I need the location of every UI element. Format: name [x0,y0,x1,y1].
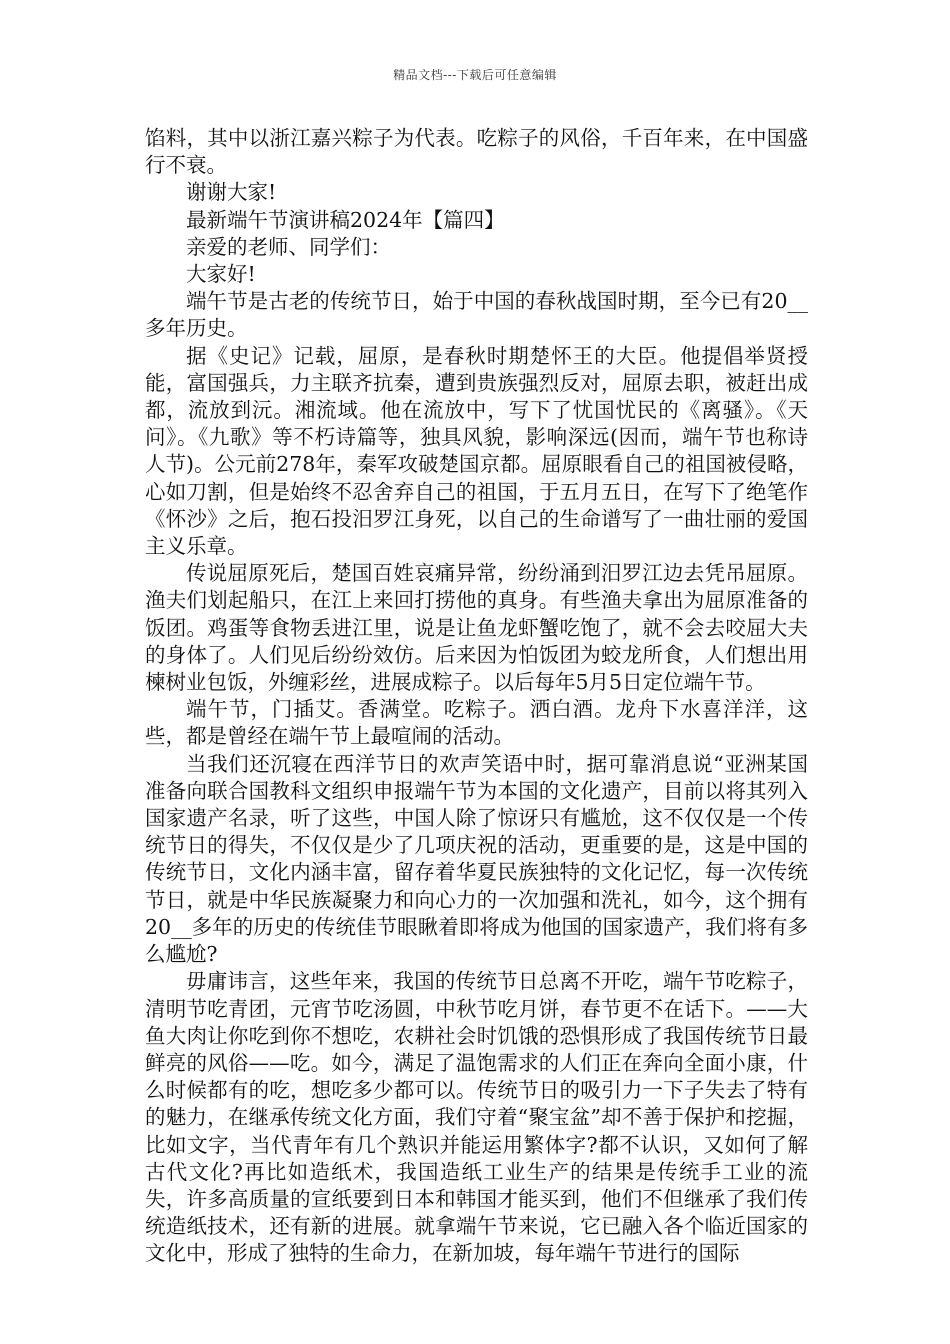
salutation: 亲爱的老师、同学们： [186,234,391,259]
paragraph-1: 馅料，其中以浙江嘉兴粽子为代表。吃粽子的风俗，千百年来，在中国盛行不衰。 [145,126,808,178]
page-header: 精品文档---下载后可任意编辑 [393,68,557,82]
paragraph-8: 传说屈原死后，楚国百姓哀痛异常，纷纷涌到汨罗江边去凭吊屈原。渔夫们划起船只，在江上来回打捞他的真身。有些渔夫拿出为屈原准备的饭团。鸡蛋等食物丢进江里，说是让鱼龙虾蟹吃饱了，就不会去咬屈大夫的身体了。人们见后纷纷效仿。后来因为怕饭团为蛟龙所食，人们想出用楝树业包饭，外缠彩丝，进展成粽子。以后每年5月5日定位端午节。 [145,561,808,695]
paragraph-10: 当我们还沉寝在西洋节日的欢声笑语中时，据可靠消息说“亚洲某国准备向联合国教科文组织申报端午节为本国的文化遗产，目前以将其列入国家遗产名录，听了这些，中国人除了惊讶只有尴尬，这不仅仅是一个传统节日的得失，不仅仅是少了几项庆祝的活动，更重要的是，这是中国的传统节日，文化内涵丰富，留存着华夏民族独特的文化记忆，每一次传统节日，就是中华民族凝聚力和向心力的一次加强和洗礼，如今，这个拥有20__多年的历史的传统佳节眼瞅着即将成为他国的国家遗产，我们将有多么尴尬? [145,751,808,967]
paragraph-11: 毋庸讳言，这些年来，我国的传统节日总离不开吃，端午节吃粽子，清明节吃青团，元宵节吃汤圆，中秋节吃月饼，春节更不在话下。——大鱼大肉让你吃到你不想吃，农耕社会时饥饿的恐惧形成了我国传统节日最鲜亮的风俗——吃。如今，满足了温饱需求的人们正在奔向全面小康，什么时候都有的吃，想吃多少都可以。传统节日的吸引力一下子失去了特有的魅力，在继承传统文化方面，我们守着“聚宝盆”却不善于保护和挖掘，比如文字，当代青年有几个熟识并能运用繁体字?都不认识，又如何了解古代文化?再比如造纸术，我国造纸工业生产的结果是传统手工业的流失，许多高质量的宣纸要到日本和韩国才能买到，他们不但继承了我们传统造纸技术，还有新的进展。就拿端午节来说，它已融入各个临近国家的文化中，形成了独特的生命力，在新加坡，每年端午节进行的国际 [145,969,808,1266]
document-body [145,125,808,1268]
greeting: 大家好! [186,262,256,287]
paragraph-6: 端午节是古老的传统节日，始于中国的春秋战国时期，至今已有20__多年历史。 [145,289,808,341]
paragraph-9: 端午节，门插艾。香满堂。吃粽子。洒白酒。龙舟下水喜洋洋，这些，都是曾经在端午节上最喧闹的活动。 [145,697,808,749]
paragraph-2: 谢谢大家! [186,180,277,205]
section-title: 最新端午节演讲稿2024年【篇四】 [186,207,505,232]
paragraph-7: 据《史记》记载，屈原，是春秋时期楚怀王的大臣。他提倡举贤授能，富国强兵，力主联齐抗秦，遭到贵族强烈反对，屈原去职，被赶出成都，流放到沅。湘流域。他在流放中，写下了忧国忧民的《离骚》。《天问》。《九歌》等不朽诗篇等，独具风貌，影响深远(因而，端午节也称诗人节)。公元前278年，秦军攻破楚国京都。屈原眼看自己的祖国被侵略，心如刀割，但是始终不忍舍弃自己的祖国，于五月五日，在写下了绝笔作《怀沙》之后，抱石投汨罗江身死，以自己的生命谱写了一曲壮丽的爱国主义乐章。 [145,343,808,559]
